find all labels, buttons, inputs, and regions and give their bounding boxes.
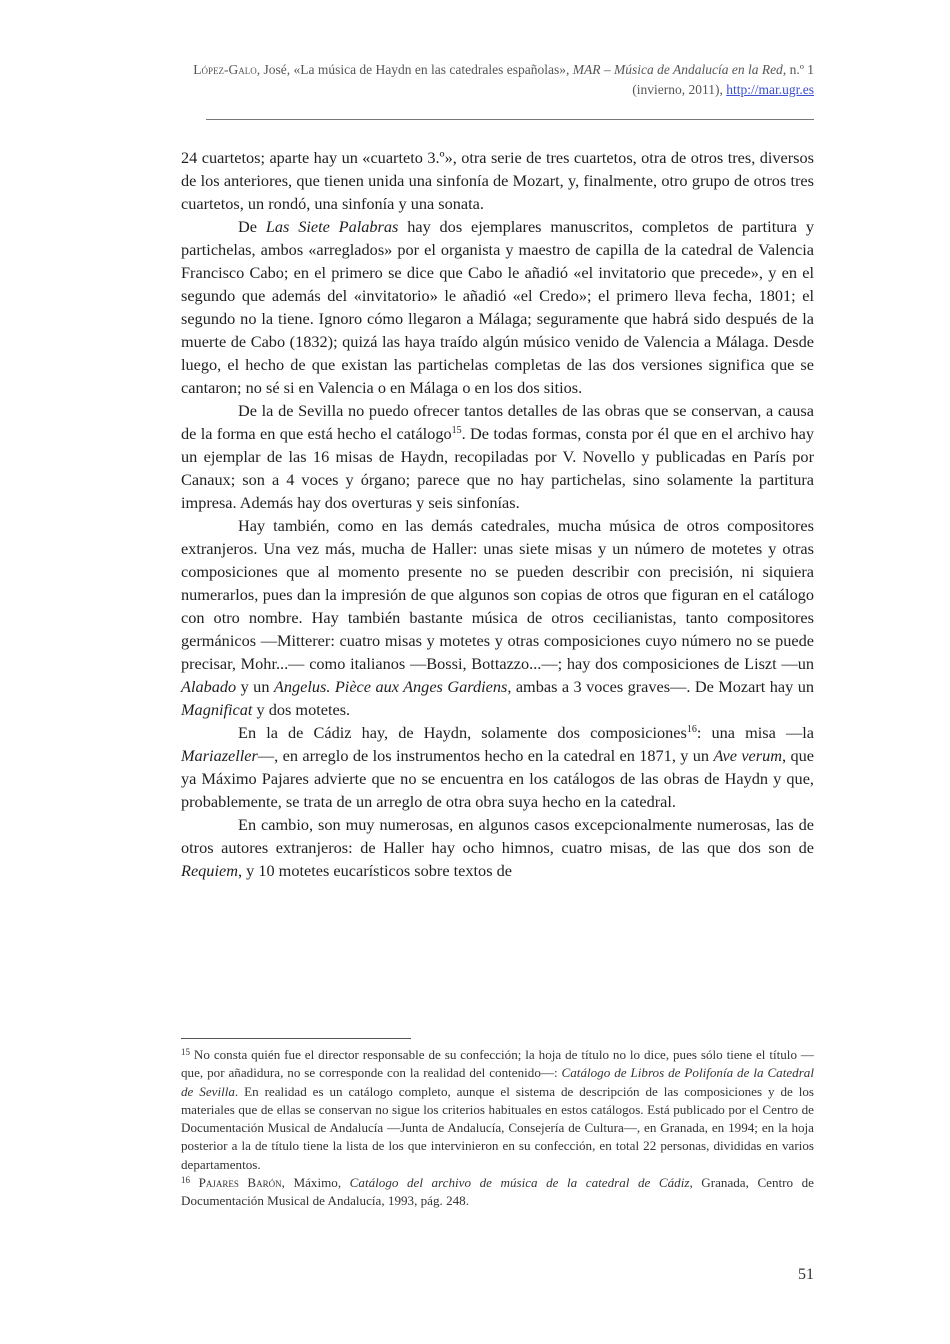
paragraph-1-text: 24 cuartetos; aparte hay un «cuarteto 3.º», otra serie de tres cuartetos, otra de otros tres, diversos de los anteriores, que tienen unida una sinfonía de Mozart, y, finalmente, otro grupo de otros tres cuartetos, un rondó, una sinfonía y una sonata.	[181, 148, 814, 213]
italic-title: Catálogo del archivo de música de la catedral de Cádiz,	[349, 1175, 693, 1191]
footnote-ref-16[interactable]: 16	[686, 724, 697, 735]
text-run: De la de Sevilla no puedo ofrecer tantos detalles de las obras que se conservan, a causa de la forma en que está hecho el catálogo	[181, 401, 814, 443]
italic-title: Ave verum	[713, 746, 783, 765]
text-run: Granada, Centro de Documentación Musical de Andalucía, 1993, pág. 248.	[181, 1175, 814, 1209]
text-run: Hay también, como en las demás catedrales, mucha música de otros compositores extranjeros. Una vez más, mucha de Haller: unas siete misas y un número de motetes y otras composiciones que al momento presente no se pueden describir con precisión, ni siquiera numerarlos, pues dan la impresión de que algunos son copias de otros que figuran en el catálogo con otro nombre. Hay también bastante música de otros cecilianistas, tanto compositores germánicos —Mitterer: cuatro misas y motetes y otras composiciones cuyo número no se puede precisar, Mohr...— como italianos —Bossi, Bottazzo...—; hay dos composiciones de Liszt —un	[181, 516, 814, 673]
text-run: No consta quién fue el director responsable de su confección; la hoja de título no lo dice, pues sólo tiene el título —que, por añadidura, no se corresponde con la realidad del contenido—:	[181, 1047, 814, 1081]
italic-title: Magnificat	[181, 700, 253, 719]
text-run: De	[238, 217, 266, 236]
header-url-link[interactable]: http://mar.ugr.es	[726, 82, 814, 97]
header-journal: MAR – Música de Andalucía en la Red	[572, 62, 783, 77]
italic-title: Angelus. Pièce aux Anges Gardiens	[273, 677, 508, 696]
running-header	[180, 60, 814, 100]
header-issue: , n.º 1 (invierno, 2011),	[632, 62, 814, 97]
text-run: En la de Cádiz hay, de Haydn, solamente dos composiciones	[238, 723, 687, 742]
footnote-rule	[181, 1038, 411, 1039]
text-run: , ambas a 3 voces graves—. De Mozart hay un	[507, 677, 814, 696]
footnote-15	[181, 1046, 814, 1174]
italic-title: Catálogo de Libros de Polifonía de la Catedral de Sevilla	[181, 1065, 814, 1099]
text-run: , que ya Máximo Pajares advierte que no se encuentra en los catálogos de las obras de Haydn y que, probablemente, se trata de un arreglo de otra obra suya hecho en la catedral.	[181, 746, 814, 811]
header-author: López-Galo	[193, 62, 257, 77]
body-text	[181, 146, 814, 882]
footnote-number: 16	[181, 1175, 190, 1186]
footnote-author: Pajares Barón	[198, 1175, 282, 1191]
italic-title: Alabado	[181, 677, 237, 696]
footnote-number: 15	[181, 1047, 190, 1057]
footnote-16	[181, 1174, 814, 1211]
page-number: 51	[798, 1266, 814, 1283]
italic-title: Mariazeller	[181, 746, 258, 765]
footnote-ref-15[interactable]: 15	[451, 425, 462, 436]
text-run: En cambio, son muy numerosas, en algunos casos excepcionalmente numerosas, las de otros autores extranjeros: de Haller hay ocho himnos, cuatro misas, de las que dos son de	[181, 815, 814, 857]
footnotes	[181, 1046, 814, 1211]
paragraph-3	[181, 399, 814, 514]
paragraph-4	[181, 514, 814, 721]
text-run: hay dos ejemplares manuscritos, completos de partitura y partichelas, ambos «arreglados» por el organista y maestro de capilla de la catedral de Valencia Francisco Cabo; en el primero se dice que Cabo le añadió «el invitatorio que precede», y en el segundo que además del «invitatorio» le añadió «el Credo»; el primero lleva fecha, 1801; el segundo no la tiene. Ignoro cómo llegaron a Málaga; seguramente que habrá sido después de la muerte de Cabo (1832); quizá las haya traído algún músico venido de Valencia a Málaga. Desde luego, el hecho de que existan las partichelas completas de las dos versiones significa que se cantaron; no sé si en Valencia o en Málaga o en los dos sitios.	[181, 217, 814, 397]
italic-title: Las Siete Palabras	[265, 217, 399, 236]
text-run: —, en arreglo de los instrumentos hecho en la catedral en 1871, y un	[257, 746, 714, 765]
italic-title: Requiem	[181, 861, 238, 880]
text-run: . De todas formas, consta por él que en el archivo hay un ejemplar de las 16 misas de Haydn, recopiladas por V. Novello y publicadas en París por Canaux; son a 4 voces y órgano; parece que no hay partichelas, sino solamente la partitura impresa. Además hay dos overturas y seis sinfonías.	[181, 424, 814, 512]
text-run: , Máximo,	[281, 1175, 350, 1191]
paragraph-6	[181, 813, 814, 882]
text-run: y dos motetes.	[252, 700, 351, 719]
header-rule	[206, 119, 814, 120]
text-run: . En realidad es un catálogo completo, aunque el sistema de descripción de las composiciones y de los materiales que de ellas se conservan no sigue los criterios habituales en estos catálogos. Está publicado por el Centro de Documentación Musical de Andalucía —Junta de Andalucía, Consejería de Cultura—, en Granada, en 1994; en la hoja posterior a la de título tiene la lista de los que intervinieron en su confección, en total 22 personas, divididas en varios departamentos.	[181, 1083, 815, 1172]
paragraph-1	[181, 146, 814, 215]
text-run: y un	[236, 677, 274, 696]
text-run: , y 10 motetes eucarísticos sobre textos de	[237, 861, 512, 880]
header-article: , José, «La música de Haydn en las catedrales españolas»,	[256, 62, 573, 77]
text-run: : una misa —la	[696, 723, 814, 742]
paragraph-5	[181, 721, 814, 813]
paragraph-2	[181, 215, 814, 399]
